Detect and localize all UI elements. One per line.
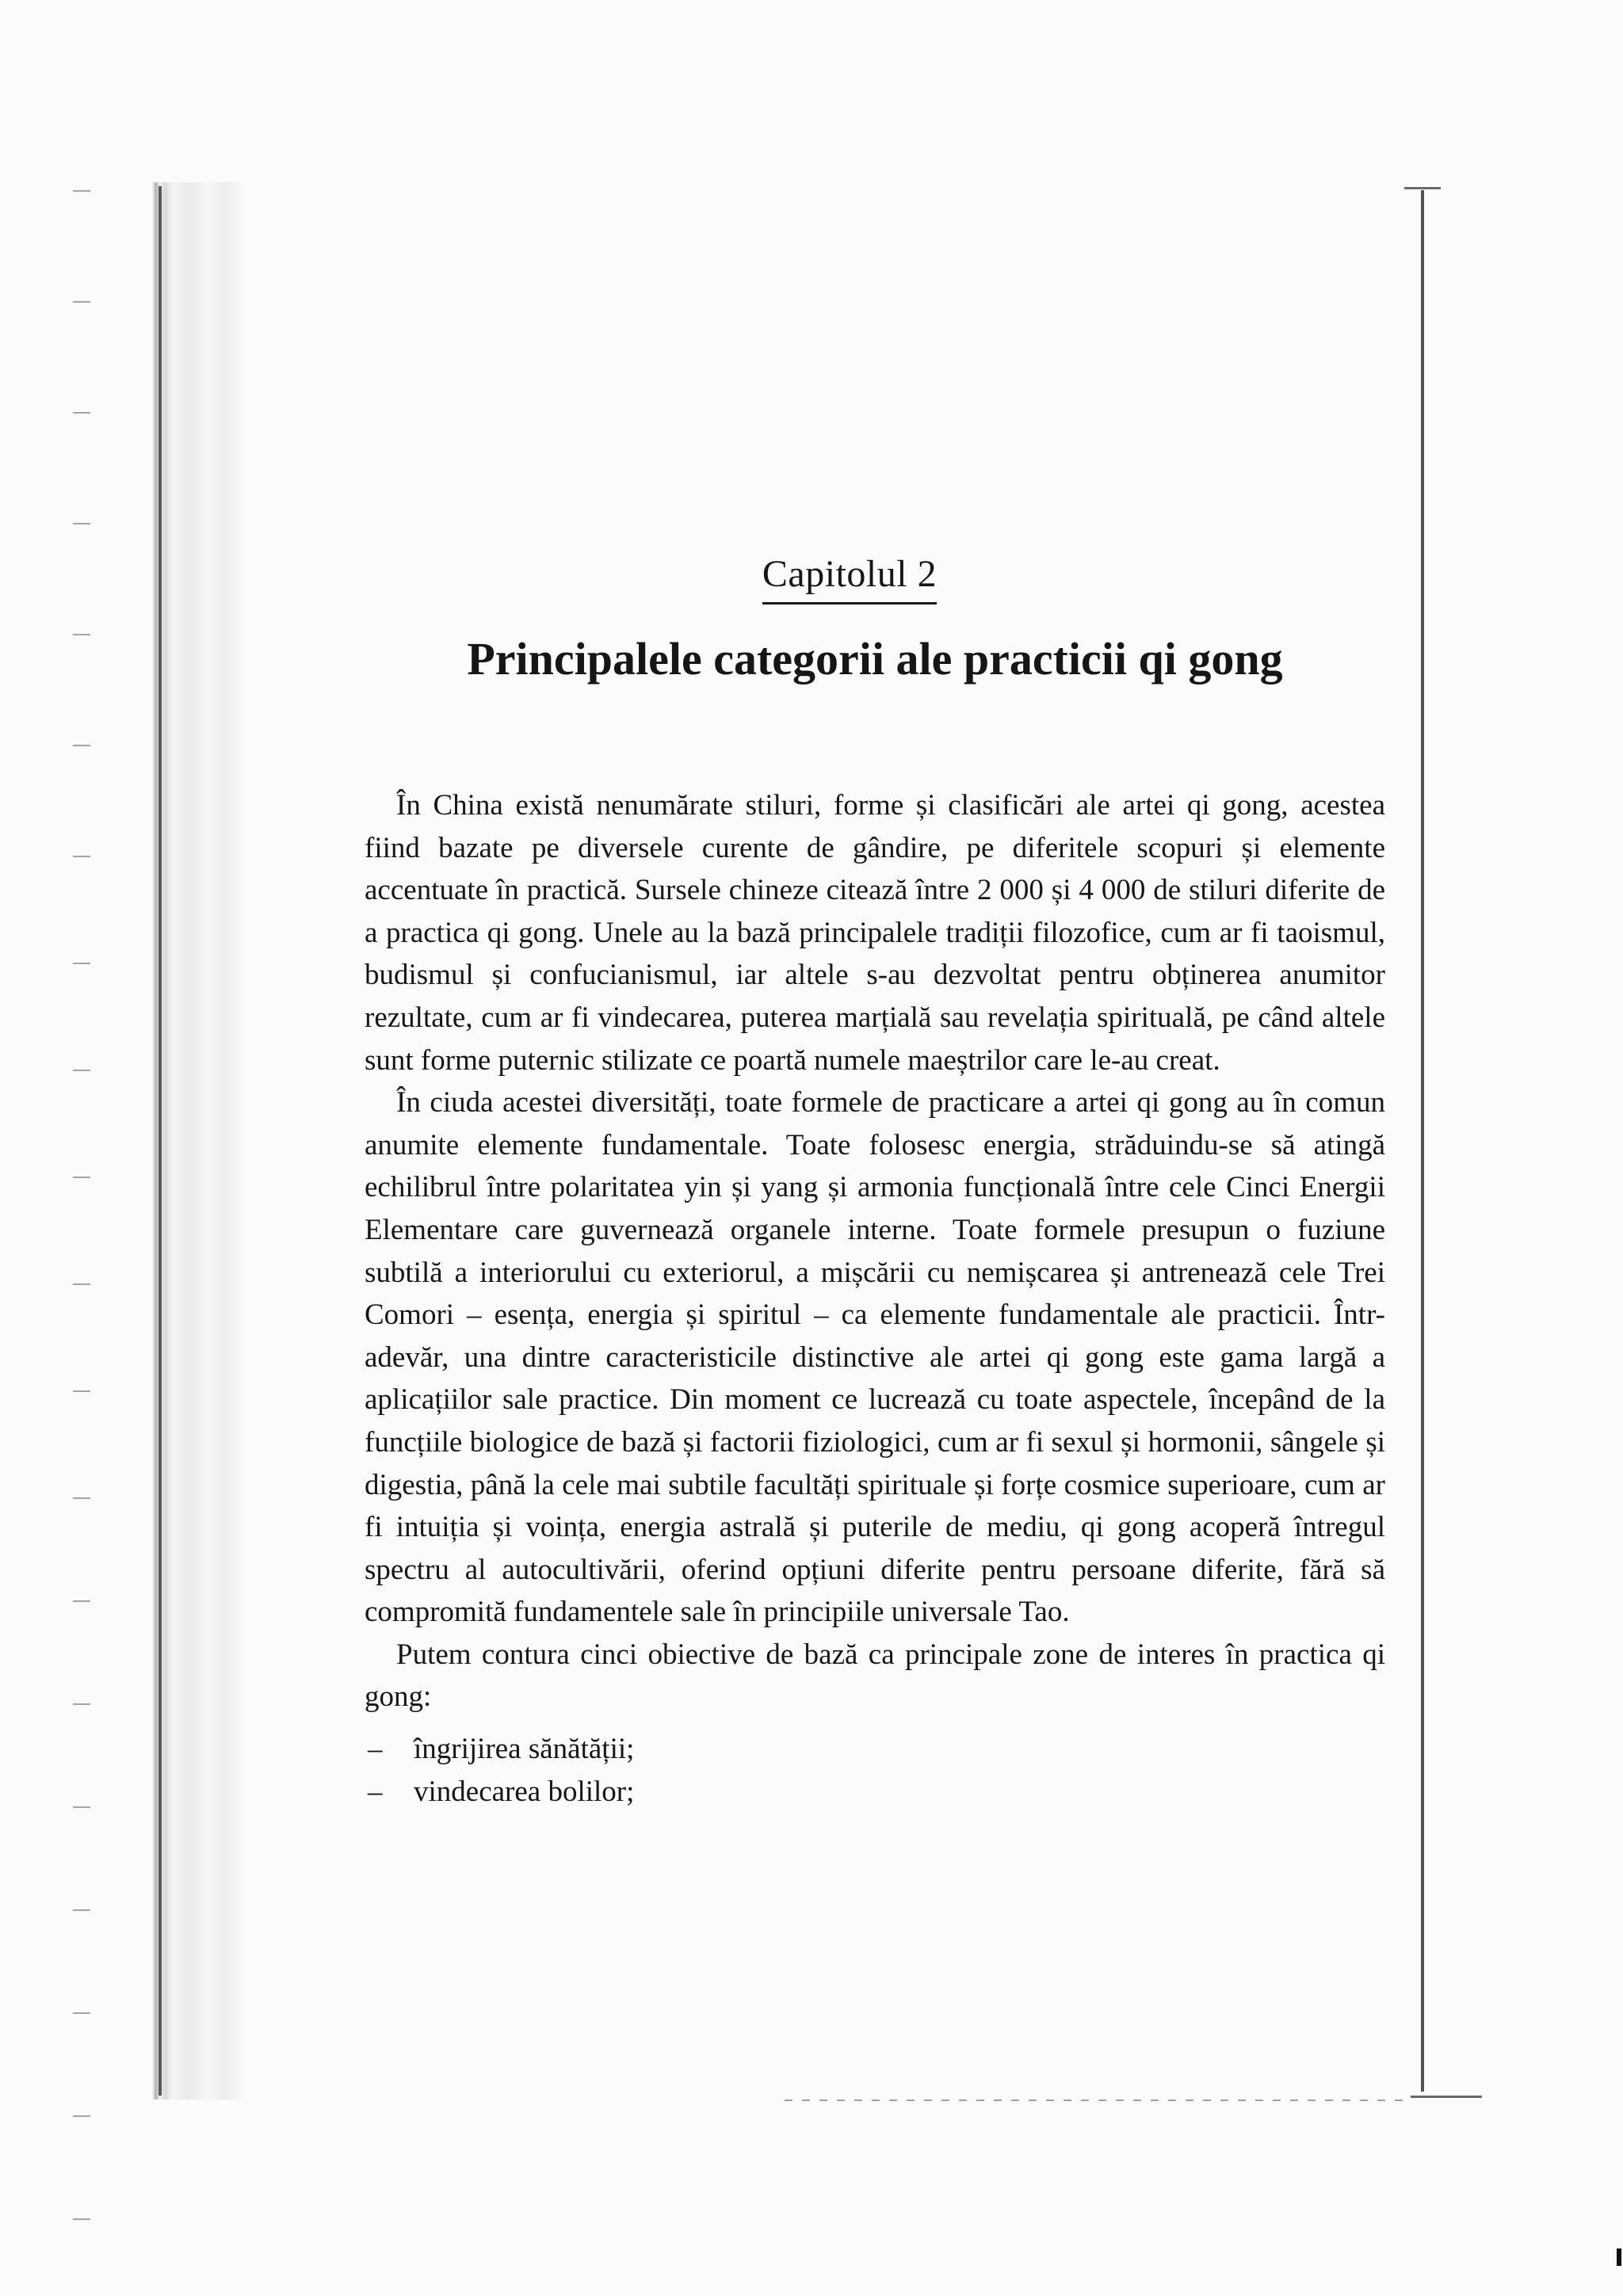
list-item-text: îngrijirea sănătății; — [414, 1733, 635, 1766]
binding-edge — [158, 186, 162, 2096]
page-edge-top — [1404, 187, 1441, 189]
binding-shadow — [152, 182, 246, 2100]
list-item — [365, 1771, 1385, 1814]
paragraph: În China există nenumărate stiluri, forme și clasificări ale artei qi gong, acestea fiind bazate pe diversele curente de gândire, pe diferitele scopuri și elemente accentuate în practică. Sursele chineze citează între 2 000 și 4 000 de stiluri diferite de a practica qi gong. Unele au la bază principalele tradiții filozofice, cum ar fi taoismul, budismul și confucianismul, iar altele s-au dezvoltat pentru obținerea anumitor rezultate, cum ar fi vindecarea, puterea marțială sau revelația spirituală, pe când altele sunt forme puternic stilizate ce poartă numele maeștrilor care le-au creat. — [365, 789, 1385, 1077]
objectives-list — [365, 1728, 1385, 1813]
page-bottom-rule — [785, 2100, 1411, 2101]
page-edge-bottom — [1411, 2096, 1482, 2098]
chapter-number: Capitolul 2 — [762, 554, 937, 605]
margin-ticks — [73, 190, 97, 2266]
paragraph: Putem contura cinci obiective de bază ca principale zone de interes în practica qi gong: — [365, 1638, 1385, 1714]
page-edge-right — [1421, 190, 1424, 2092]
list-marker: – — [368, 1775, 383, 1808]
body-text — [365, 784, 1385, 1813]
list-item-text: vindecarea bolilor; — [414, 1775, 635, 1808]
chapter-title: Principalele categorii ale practicii qi gong — [467, 633, 1283, 685]
list-item — [365, 1728, 1385, 1771]
paragraph: În ciuda acestei diversități, toate formele de practicare a artei qi gong au în comun anumite elemente fundamentale. Toate folosesc energia, străduindu-se să atingă echilibrul între polaritatea yin și yang și armonia funcțională între cele Cinci Energii Elementare care guvernează organele interne. Toate formele presupun o fuziune subtilă a interiorului cu exteriorul, a mișcării cu nemișcarea și antrenează cele Trei Comori – esența, energia și spiritul – ca elemente fundamentale ale practicii. Într-adevăr, una dintre caracteristicile distinctive ale artei qi gong este gama largă a aplicațiilor sale practice. Din moment ce lucrează cu toate aspectele, începând de la funcțiile biologice de bază și factorii fiziologici, cum ar fi sexul și hormonii, sângele și digestia, până la cele mai subtile facultăți spirituale și forțe cosmice superioare, cum ar fi intuiția și voința, energia astrală și puterile de mediu, qi gong acoperă întregul spectru al autocultivării, oferind opțiuni diferite pentru persoane diferite, fără să compromită fundamentele sale în principiile universale Tao. — [365, 1086, 1385, 1629]
list-marker: – — [368, 1733, 383, 1766]
scan-corner-mark — [1617, 2248, 1621, 2266]
chapter-label — [0, 552, 1623, 605]
